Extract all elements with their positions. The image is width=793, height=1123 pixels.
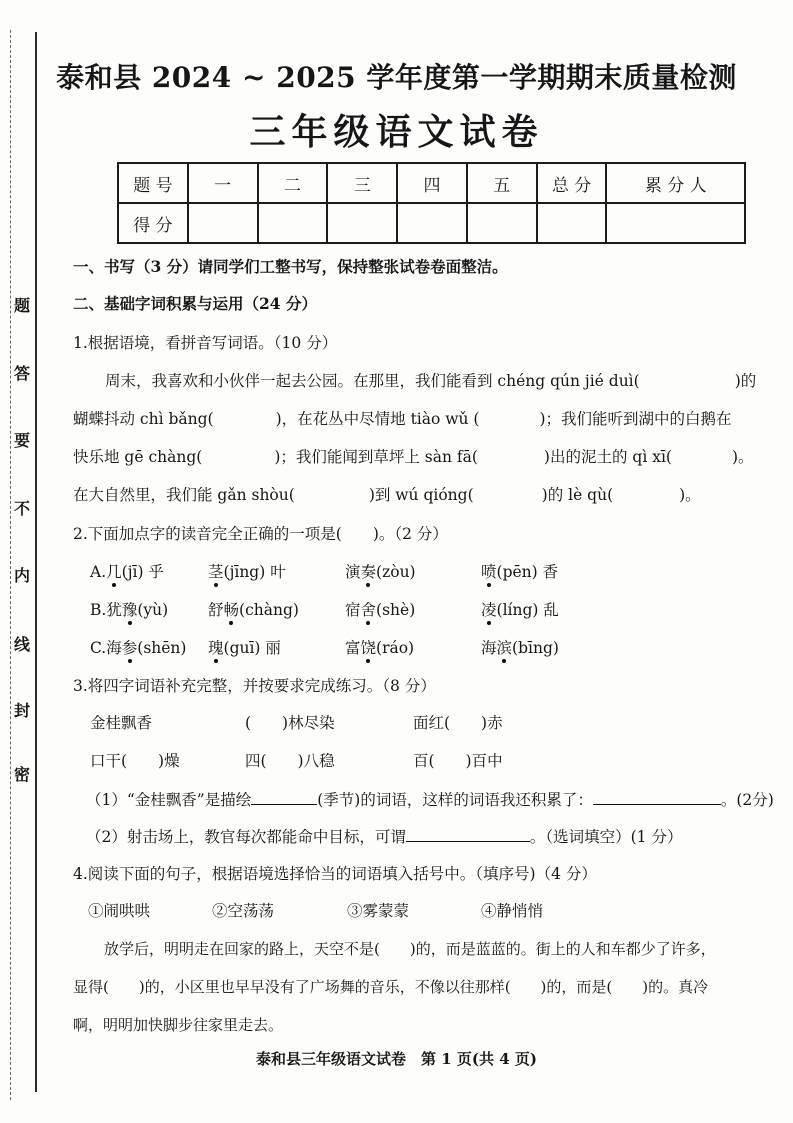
word-option: ②空荡荡 <box>212 902 275 920</box>
binding-char: 答 <box>13 364 30 383</box>
question-1-line-4: 在大自然里，我们能 gǎn shòu( )到 wú qióng( )的 lè qù( )。 <box>73 486 701 504</box>
score-table-score-row <box>118 203 745 243</box>
question-1-line-1: 周末，我喜欢和小伙伴一起去公园。在那里，我们能看到 chéng qún jié duì( )的 <box>105 372 757 390</box>
passage-line: 啊，明明加快脚步往家里走去。 <box>73 1016 284 1034</box>
score-cell[interactable] <box>327 203 397 243</box>
score-table-header-row <box>118 163 745 203</box>
binding-char: 封 <box>13 701 30 720</box>
table-cell: 二 <box>258 163 328 203</box>
exam-title: 泰和县 2024 ~ 2025 学年度第一学期期末质量检测 <box>56 61 737 94</box>
binding-char: 要 <box>13 431 30 450</box>
answer-blank[interactable] <box>593 789 721 805</box>
score-cell[interactable] <box>467 203 537 243</box>
dotted-char: 畅 <box>223 601 240 619</box>
question-2-title: 2.下面加点字的读音完全正确的一项是( )。（2 分） <box>73 525 448 543</box>
idiom-item: 金桂飘香 <box>90 714 153 732</box>
question-3-sub-1: （1）“金桂飘香”是描绘 (季节)的词语，这样的词语我还积累了： 。(2分) <box>86 791 774 809</box>
table-cell: 得 分 <box>118 203 188 243</box>
answer-blank[interactable] <box>251 789 317 805</box>
page-footer: 泰和县三年级语文试卷 第 1 页(共 4 页) <box>256 1050 537 1068</box>
idiom-item[interactable]: 百( )百中 <box>413 752 503 770</box>
dotted-char: 凌 <box>481 601 497 619</box>
option-label: A. <box>90 563 107 581</box>
binding-line <box>35 32 37 1092</box>
question-3-title: 3.将四字词语补充完整，并按要求完成练习。（8 分） <box>73 677 436 695</box>
score-table <box>117 162 746 244</box>
word-option: ④静悄悄 <box>481 902 544 920</box>
table-cell: 累 分 人 <box>606 163 745 203</box>
section-1-heading: 一、书写（3 分）请同学们工整书写，保持整张试卷卷面整洁。 <box>73 257 508 276</box>
table-cell: 一 <box>188 163 258 203</box>
dotted-char: 奏 <box>360 563 377 581</box>
idiom-item[interactable]: ( )林尽染 <box>245 714 335 732</box>
table-cell: 题 号 <box>118 163 188 203</box>
answer-blank[interactable] <box>406 826 530 842</box>
passage-line: 放学后，明明走在回家的路上，天空不是( )的，而是蓝蓝的。街上的人和车都少了许多， <box>104 940 716 958</box>
dotted-char: 茎 <box>208 563 224 581</box>
idiom-item[interactable]: 口干( )燥 <box>90 752 180 770</box>
binding-char: 线 <box>13 635 30 654</box>
paper-title: 三年级语文试卷 <box>249 111 544 153</box>
question-1-line-2: 蝴蝶抖动 chì bǎng( )，在花丛中尽情地 tiào wǔ ( )；我们能听到湖中的白鹅在 <box>73 410 732 428</box>
question-3-sub-2: （2）射击场上，教官每次都能命中目标，可谓 。（选词填空）(1 分） <box>86 828 683 846</box>
dotted-char: 滨 <box>496 639 513 657</box>
binding-char: 不 <box>13 499 30 518</box>
table-cell: 五 <box>467 163 537 203</box>
option-label: B. <box>90 601 107 619</box>
dotted-char: 豫 <box>121 601 138 619</box>
score-cell[interactable] <box>258 203 328 243</box>
question-1-title: 1.根据语境，看拼音写词语。（10 分） <box>73 334 338 352</box>
idiom-item[interactable]: 面红( )赤 <box>413 714 503 732</box>
table-cell: 三 <box>327 163 397 203</box>
score-cell[interactable] <box>397 203 467 243</box>
table-cell: 总 分 <box>537 163 607 203</box>
table-cell: 四 <box>397 163 467 203</box>
section-2-heading: 二、基础字词积累与运用（24 分） <box>73 294 317 313</box>
option-label: C. <box>90 639 107 657</box>
word-option: ③雾蒙蒙 <box>347 902 410 920</box>
score-cell[interactable] <box>188 203 258 243</box>
binding-char: 内 <box>13 566 30 585</box>
dotted-char: 参 <box>121 639 138 657</box>
word-option: ①闹哄哄 <box>88 902 151 920</box>
idiom-item[interactable]: 四( )八稳 <box>245 752 335 770</box>
passage-line: 显得( )的，小区里也早早没有了广场舞的音乐，不像以往那样( )的，而是( )的。真冷 <box>73 978 709 996</box>
dotted-char: 舍 <box>360 601 377 619</box>
question-1-line-3: 快乐地 gē chàng( )；我们能闻到草坪上 sàn fā( )出的泥土的 qì xī( )。 <box>73 448 754 466</box>
binding-char: 题 <box>13 296 30 315</box>
dotted-char: 饶 <box>360 639 377 657</box>
binding-char: 密 <box>13 765 30 784</box>
question-4-title: 4.阅读下面的句子，根据语境选择恰当的词语填入括号中。（填序号)（4 分） <box>73 865 597 883</box>
dotted-char: 几 <box>106 563 122 581</box>
score-cell[interactable] <box>606 203 745 243</box>
dotted-char: 喷 <box>481 563 497 581</box>
dotted-char: 瑰 <box>208 639 224 657</box>
score-cell[interactable] <box>537 203 607 243</box>
binding-dashed-line <box>10 30 11 1100</box>
